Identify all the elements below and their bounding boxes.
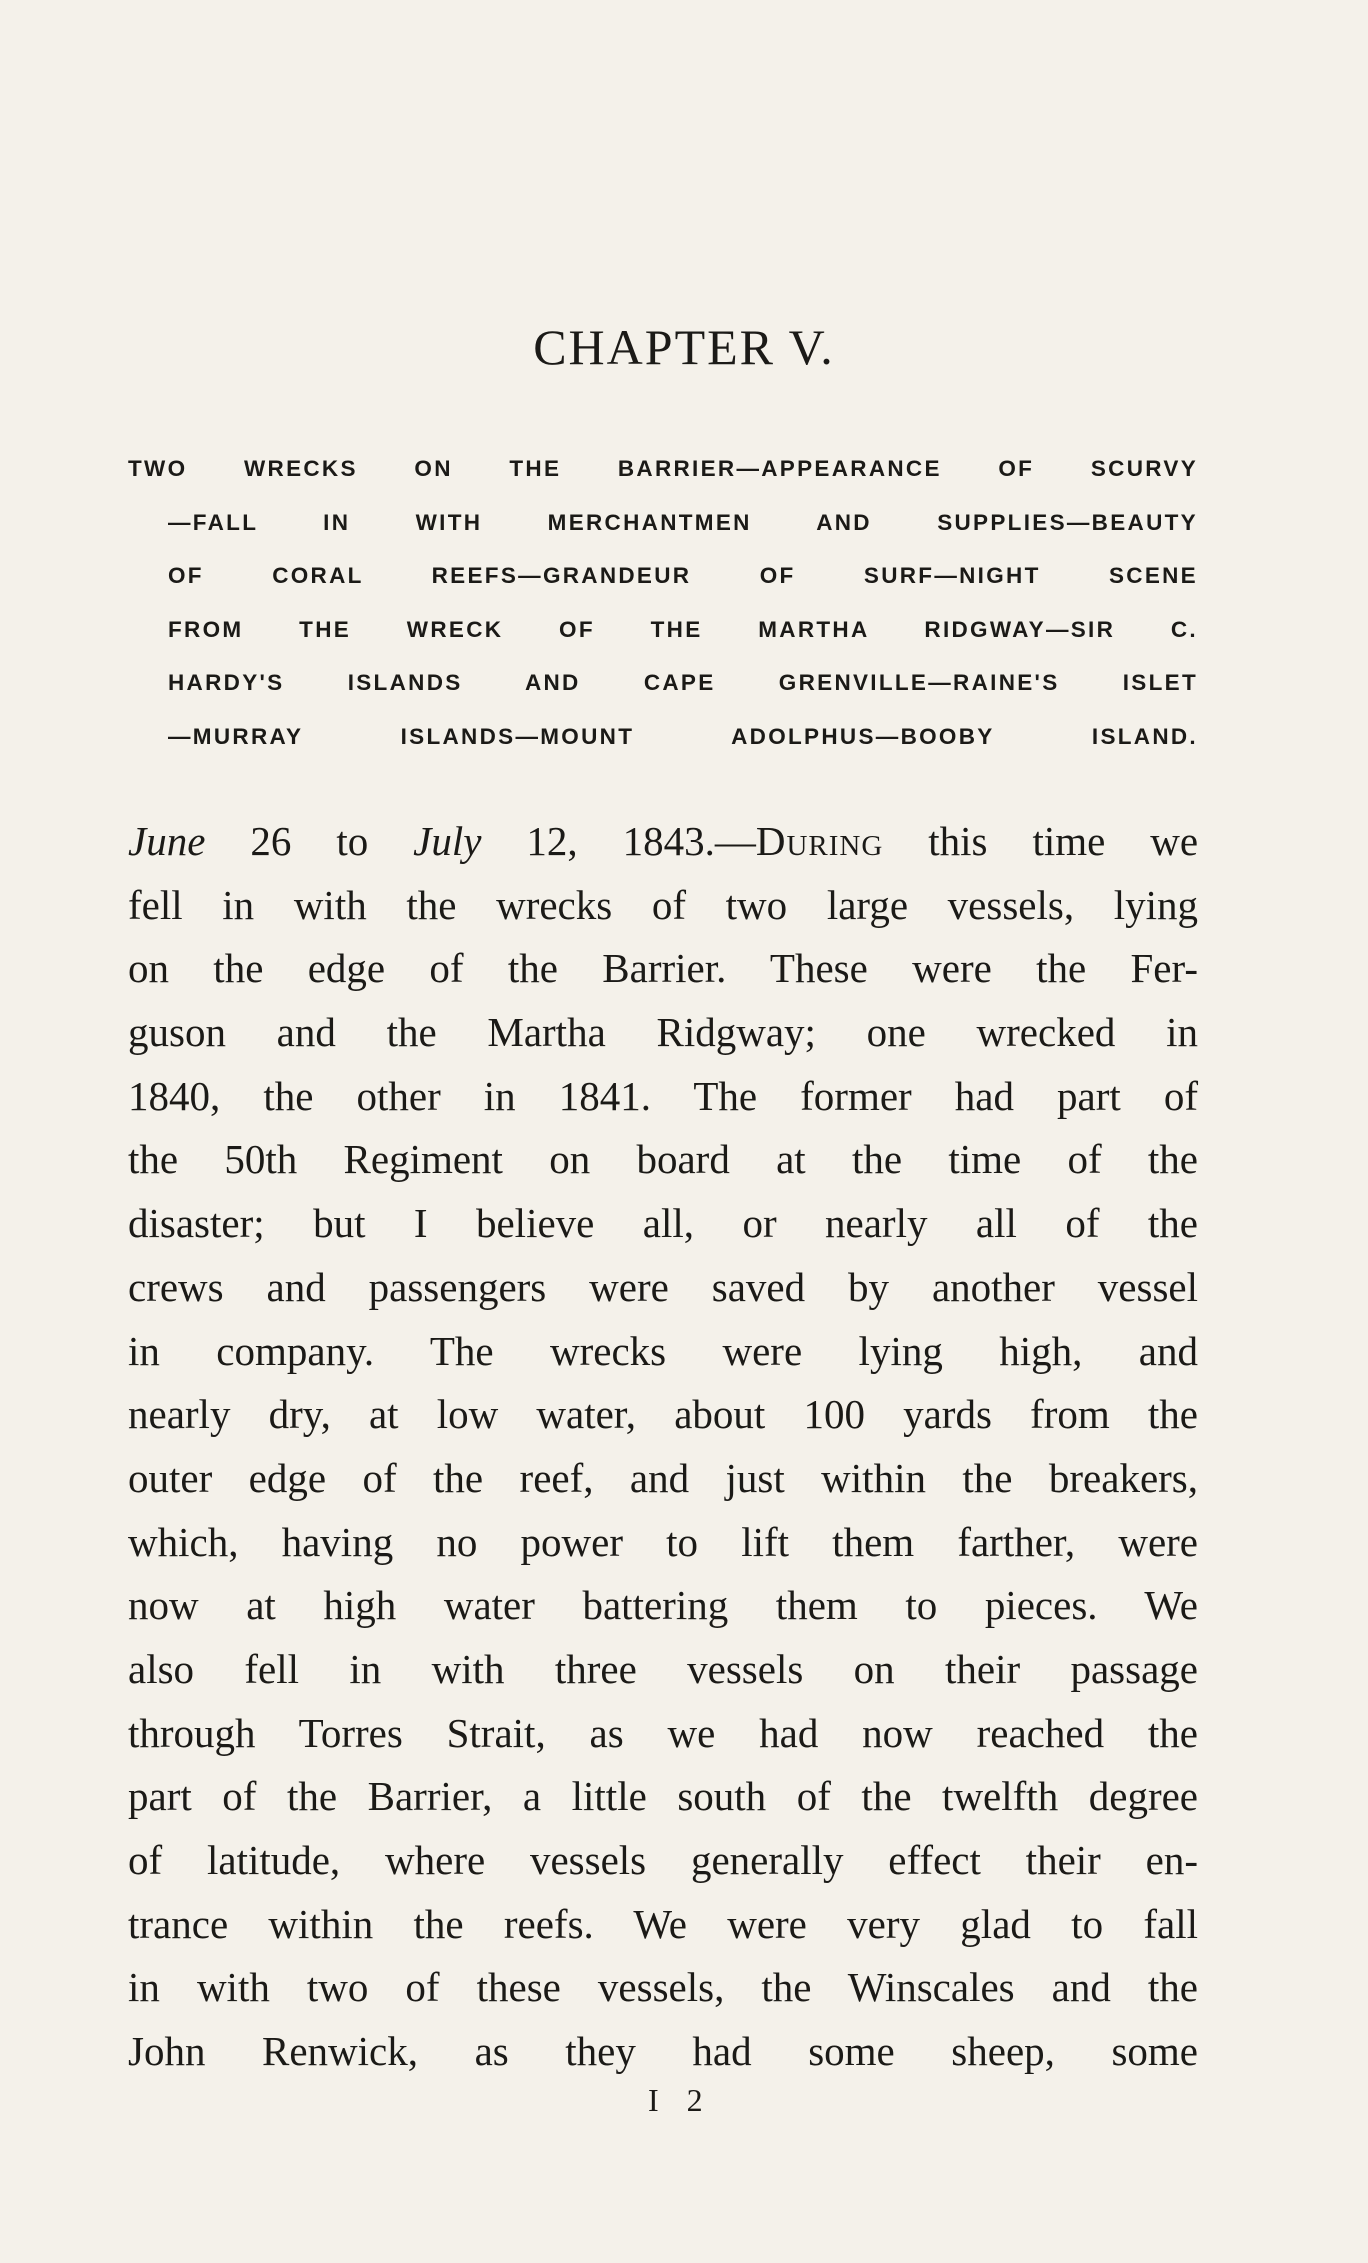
- body-line: on the edge of the Barrier. These were the Fer-: [128, 945, 1198, 992]
- body-line: guson and the Martha Ridgway; one wrecked in: [128, 1009, 1198, 1056]
- body-line: also fell in with three vessels on their passage: [128, 1645, 1198, 1692]
- body-line: John Renwick, as they had some sheep, some: [128, 2028, 1198, 2075]
- summary-line: HARDY'S ISLANDS AND CAPE GRENVILLE—RAINE'S ISLET: [168, 670, 1198, 696]
- lead-word: During: [755, 818, 884, 864]
- chapter-summary: [128, 442, 1198, 764]
- body-line: trance within the reefs. We were very glad to fall: [128, 1900, 1198, 1947]
- date-to: to: [336, 818, 369, 864]
- body-line: of latitude, where vessels generally effect their en-: [128, 1837, 1198, 1883]
- body-line: in company. The wrecks were lying high, and: [128, 1327, 1198, 1374]
- body-line: through Torres Strait, as we had now reached the: [128, 1709, 1198, 1756]
- summary-line: —MURRAY ISLANDS—MOUNT ADOLPHUS—BOOBY ISLAND.: [168, 723, 1198, 749]
- body-line: which, having no power to lift them farther, were: [128, 1518, 1198, 1565]
- body-line: fell in with the wrecks of two large vessels, lying: [128, 881, 1198, 928]
- body-paragraph: [128, 810, 1198, 2084]
- body-line: 1840, the other in 1841. The former had part of: [128, 1072, 1198, 1119]
- body-line: disaster; but I believe all, or nearly all of the: [128, 1200, 1198, 1247]
- body-line: in with two of these vessels, the Winscales and the: [128, 1964, 1198, 2011]
- first-line-rest: this time we: [928, 818, 1199, 864]
- summary-line: —FALL IN WITH MERCHANTMEN AND SUPPLIES—BEAUTY: [168, 509, 1198, 535]
- chapter-title: CHAPTER V.: [533, 319, 835, 375]
- body-line: part of the Barrier, a little south of the twelfth degree: [128, 1773, 1198, 1820]
- date-month-end: July: [413, 818, 482, 864]
- summary-line: TWO WRECKS ON THE BARRIER—APPEARANCE OF SCURVY: [128, 456, 1198, 481]
- date-month-start: June: [128, 818, 206, 864]
- body-line: the 50th Regiment on board at the time of the: [128, 1136, 1198, 1183]
- date-day-year-end: 12, 1843.—: [526, 818, 756, 864]
- printer-signature-mark: I 2: [648, 2082, 713, 2118]
- body-line: crews and passengers were saved by another vessel: [128, 1263, 1198, 1310]
- body-first-line: [128, 810, 1198, 874]
- summary-line: OF CORAL REEFS—GRANDEUR OF SURF—NIGHT SCENE: [168, 563, 1198, 589]
- body-line: nearly dry, at low water, about 100 yards from the: [128, 1391, 1198, 1438]
- body-line: outer edge of the reef, and just within the breakers,: [128, 1454, 1198, 1501]
- summary-line: FROM THE WRECK OF THE MARTHA RIDGWAY—SIR C.: [168, 616, 1198, 642]
- date-day-start: 26: [250, 818, 292, 864]
- body-line: now at high water battering them to pieces. We: [128, 1582, 1198, 1629]
